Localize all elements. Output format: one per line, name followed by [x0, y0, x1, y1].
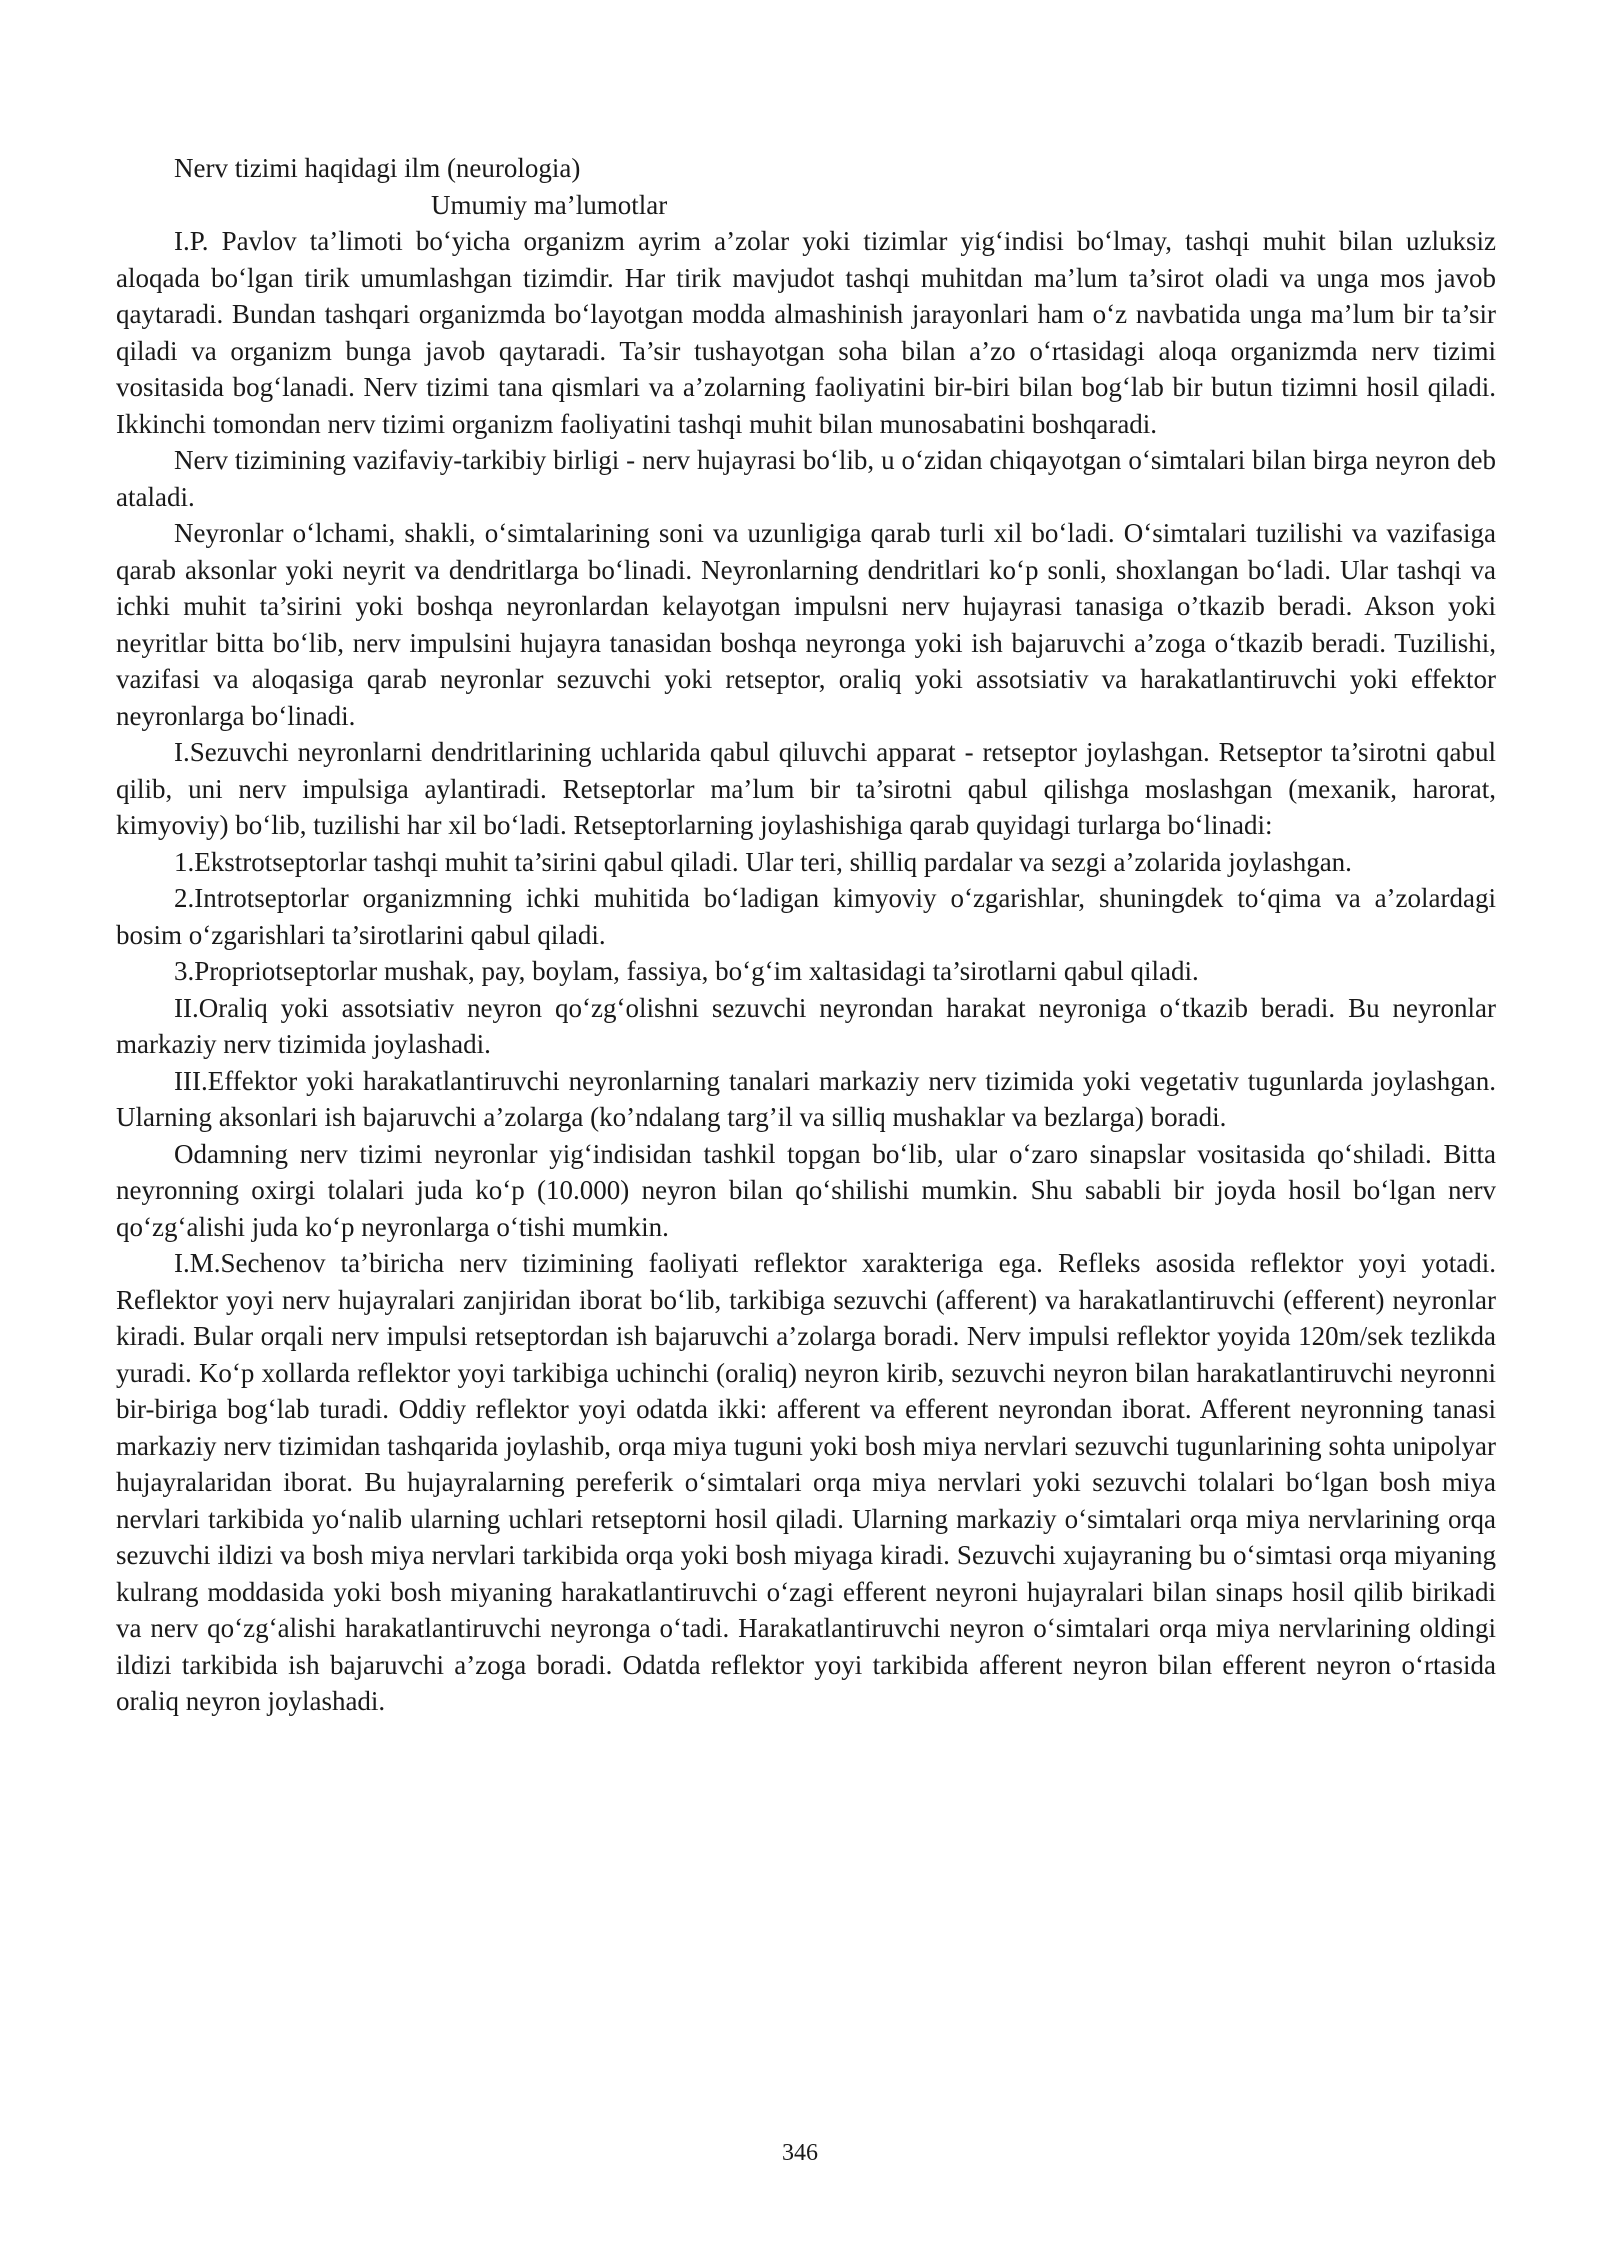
- paragraph: I.M.Sechenov ta’biricha nerv tizimining faoliyati reflektor xarakteriga ega. Refleks asosida reflektor yoyi yotadi. Reflektor yoyi nerv hujayralari zanjiridan iborat bo‘lib, tarkibiga sezuvchi (afferent) va harakatlantiruvchi (efferent) neyronlar kiradi. Bular orqali nerv impulsi retseptordan ish bajaruvchi a’zolarga boradi. Nerv impulsi reflektor yoyida 120m/sek tezlikda yuradi. Ko‘p xollarda reflektor yoyi tarkibiga uchinchi (oraliq) neyron kirib, sezuvchi neyron bilan harakatlantiruvchi neyronni bir-biriga bog‘lab turadi. Oddiy reflektor yoyi odatda ikki: afferent va efferent neyrondan iborat. Afferent neyronning tanasi markaziy nerv tizimidan tashqarida joylashib, orqa miya tuguni yoki bosh miya nervlari sezuvchi tugunlarining sohta unipolyar hujayralaridan iborat. Bu hujayralarning pereferik o‘simtalari orqa miya nervlari yoki sezuvchi tolalari bo‘lgan bosh miya nervlari tarkibida yo‘nalib ularning uchlari retseptorni hosil qiladi. Ularning markaziy o‘simtalari orqa miya nervlarining orqa sezuvchi ildizi va bosh miya nervlari tarkibida orqa yoki bosh miyaga kiradi. Sezuvchi xujayraning bu o‘simtasi orqa miyaning kulrang moddasida yoki bosh miyaning harakatlantiruvchi o‘zagi efferent neyroni hujayralari bilan sinaps hosil qilib birikadi va nerv qo‘zg‘alishi harakatlantiruvchi neyronga o‘tadi. Harakatlantiruvchi neyron o‘simtalari orqa miya nervlarining oldingi ildizi tarkibida ish bajaruvchi a’zoga boradi. Odatda reflektor yoyi tarkibida afferent neyron bilan efferent neyron o‘rtasida oraliq neyron joylashadi.: [116, 1248, 1496, 1716]
- paragraph: 1.Ekstrotseptorlar tashqi muhit ta’sirini qabul qiladi. Ular teri, shilliq pardalar va sezgi a’zolarida joylashgan.: [174, 846, 1352, 877]
- page-number: 346: [782, 2140, 818, 2166]
- paragraph: 2.Introtseptorlar organizmning ichki muhitida bo‘ladigan kimyoviy o‘zgarishlar, shuningdek to‘qima va a’zolardagi bosim o‘zgarishlari ta’sirotlarini qabul qiladi.: [116, 883, 1496, 950]
- paragraph: II.Oraliq yoki assotsiativ neyron qo‘zg‘olishni sezuvchi neyrondan harakat neyroniga o‘tkazib beradi. Bu neyronlar markaziy nerv tizimida joylashadi.: [116, 992, 1496, 1059]
- paragraph: I.Sezuvchi neyronlarni dendritlarining uchlarida qabul qiluvchi apparat - retseptor joylashgan. Retseptor ta’sirotni qabul qilib, uni nerv impulsiga aylantiradi. Retseptorlar ma’lum bir ta’sirotni qabul qilishga moslashgan (mexanik, harorat, kimyoviy) bo‘lib, tuzilishi har xil bo‘ladi. Retseptorlarning joylashishiga qarab quyidagi turlarga bo‘linadi:: [116, 737, 1496, 840]
- paragraph: Nerv tizimining vazifaviy-tarkibiy birligi - nerv hujayrasi bo‘lib, u o‘zidan chiqayotgan o‘simtalari bilan birga neyron deb ataladi.: [116, 445, 1496, 512]
- paragraph: Odamning nerv tizimi neyronlar yig‘indisidan tashkil topgan bo‘lib, ular o‘zaro sinapslar vositasida qo‘shiladi. Bitta neyronning oxirgi tolalari juda ko‘p (10.000) neyron bilan qo‘shilishi mumkin. Shu sababli bir joyda hosil bo‘lgan nerv qo‘zg‘alishi juda ko‘p neyronlarga o‘tishi mumkin.: [116, 1138, 1496, 1242]
- paragraph: III.Effektor yoki harakatlantiruvchi neyronlarning tanalari markaziy nerv tizimida yoki vegetativ tugunlarda joylashgan. Ularning aksonlari ish bajaruvchi a’zolarga (ko’ndalang targ’il va silliq mushaklar va bezlarga) boradi.: [116, 1065, 1496, 1132]
- document-page: [116, 150, 1496, 1720]
- paragraph: Neyronlar o‘lchami, shakli, o‘simtalarining soni va uzunligiga qarab turli xil bo‘ladi. O‘simtalari tuzilishi va vazifasiga qarab aksonlar yoki neyrit va dendritlarga bo‘linadi. Neyronlarning dendritlari ko‘p sonli, shoxlangan bo‘ladi. Ular tashqi va ichki muhit ta’sirini yoki boshqa neyronlardan kelayotgan impulsni nerv hujayrasi tanasiga o’tkazib beradi. Akson yoki neyritlar bitta bo‘lib, nerv impulsini hujayra tanasidan boshqa neyronga yoki ish bajaruvchi a’zoga o‘tkazib beradi. Tuzilishi, vazifasi va aloqasiga qarab neyronlar sezuvchi yoki retseptor, oraliq yoki assotsiativ va harakatlantiruvchi yoki effektor neyronlarga bo‘linadi.: [116, 518, 1496, 731]
- paragraph: 3.Propriotseptorlar mushak, pay, boylam, fassiya, bo‘g‘im xaltasidagi ta’sirotlarni qabul qiladi.: [174, 956, 1199, 986]
- paragraph: I.P. Pavlov ta’limoti bo‘yicha organizm ayrim a’zolar yoki tizimlar yig‘indisi bo‘lmay, tashqi muhit bilan uzluksiz aloqada bo‘lgan tirik umumlashgan tizimdir. Har tirik mavjudot tashqi muhitdan ma’lum ta’sirot oladi va unga mos javob qaytaradi. Bundan tashqari organizmda bo‘layotgan modda almashinish jarayonlari ham o‘z navbatida unga ma’lum bir ta’sir qiladi va organizm bunga javob qaytaradi. Ta’sir tushayotgan soha bilan a’zo o‘rtasidagi aloqa organizmda nerv tizimi vositasida bog‘lanadi. Nerv tizimi tana qismlari va a’zolarning faoliyatini bir-biri bilan bog‘lab bir butun tizimni hosil qiladi. Ikkinchi tomondan nerv tizimi organizm faoliyatini tashqi muhit bilan munosabatini boshqaradi.: [116, 226, 1496, 439]
- document-title: Nerv tizimi haqidagi ilm (neurologia): [174, 153, 581, 183]
- document-subtitle: Umumiy ma’lumotlar: [431, 189, 668, 220]
